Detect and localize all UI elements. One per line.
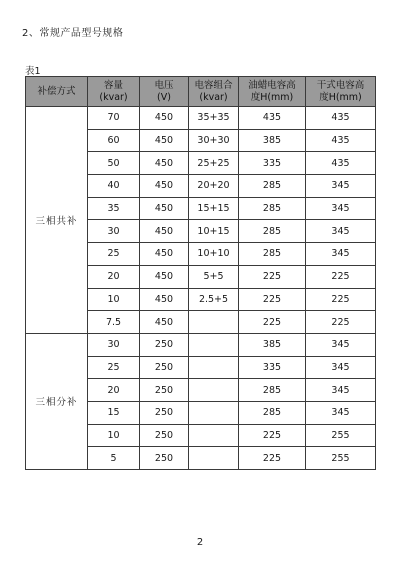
header-dry-height: 干式电容高 度H(mm) xyxy=(306,77,376,107)
cell-capacity: 10 xyxy=(88,424,140,447)
cell-capacity: 10 xyxy=(88,288,140,311)
cell-capacity: 70 xyxy=(88,107,140,130)
cell-combination: 25+25 xyxy=(189,152,239,175)
cell-oil-wax-height: 385 xyxy=(239,129,306,152)
header-compensation-type: 补偿方式 xyxy=(26,77,88,107)
cell-combination: 35+35 xyxy=(189,107,239,130)
cell-dry-height: 345 xyxy=(306,401,376,424)
cell-oil-wax-height: 285 xyxy=(239,220,306,243)
cell-dry-height: 345 xyxy=(306,197,376,220)
cell-voltage: 250 xyxy=(140,401,189,424)
cell-dry-height: 345 xyxy=(306,333,376,356)
cell-combination: 2.5+5 xyxy=(189,288,239,311)
cell-voltage: 450 xyxy=(140,288,189,311)
cell-oil-wax-height: 435 xyxy=(239,107,306,130)
cell-dry-height: 435 xyxy=(306,107,376,130)
cell-voltage: 250 xyxy=(140,424,189,447)
cell-combination xyxy=(189,424,239,447)
cell-voltage: 450 xyxy=(140,152,189,175)
cell-oil-wax-height: 335 xyxy=(239,356,306,379)
cell-combination xyxy=(189,356,239,379)
cell-capacity: 25 xyxy=(88,243,140,266)
cell-combination: 30+30 xyxy=(189,129,239,152)
cell-capacity: 20 xyxy=(88,265,140,288)
cell-voltage: 250 xyxy=(140,447,189,470)
cell-oil-wax-height: 225 xyxy=(239,311,306,334)
cell-voltage: 250 xyxy=(140,379,189,402)
cell-dry-height: 345 xyxy=(306,379,376,402)
cell-voltage: 450 xyxy=(140,311,189,334)
cell-dry-height: 435 xyxy=(306,129,376,152)
cell-combination xyxy=(189,311,239,334)
table-row xyxy=(26,333,376,356)
cell-capacity: 30 xyxy=(88,333,140,356)
cell-dry-height: 345 xyxy=(306,243,376,266)
cell-dry-height: 345 xyxy=(306,220,376,243)
cell-voltage: 450 xyxy=(140,197,189,220)
cell-oil-wax-height: 285 xyxy=(239,401,306,424)
cell-voltage: 450 xyxy=(140,220,189,243)
cell-capacity: 15 xyxy=(88,401,140,424)
cell-dry-height: 255 xyxy=(306,447,376,470)
cell-capacity: 5 xyxy=(88,447,140,470)
header-voltage: 电压 (V) xyxy=(140,77,189,107)
cell-combination: 10+10 xyxy=(189,243,239,266)
cell-dry-height: 345 xyxy=(306,356,376,379)
cell-combination xyxy=(189,333,239,356)
cell-voltage: 450 xyxy=(140,107,189,130)
cell-combination xyxy=(189,401,239,424)
cell-capacity: 30 xyxy=(88,220,140,243)
cell-voltage: 250 xyxy=(140,356,189,379)
cell-capacity: 50 xyxy=(88,152,140,175)
cell-combination: 10+15 xyxy=(189,220,239,243)
cell-capacity: 60 xyxy=(88,129,140,152)
spec-table xyxy=(25,76,376,470)
cell-voltage: 450 xyxy=(140,129,189,152)
group-label: 三相分补 xyxy=(26,333,88,469)
cell-oil-wax-height: 225 xyxy=(239,424,306,447)
cell-dry-height: 225 xyxy=(306,311,376,334)
header-oil-wax-height: 油蜡电容高 度H(mm) xyxy=(239,77,306,107)
table-row xyxy=(26,107,376,130)
cell-dry-height: 255 xyxy=(306,424,376,447)
cell-voltage: 450 xyxy=(140,243,189,266)
cell-capacity: 25 xyxy=(88,356,140,379)
header-capacity: 容量 (kvar) xyxy=(88,77,140,107)
cell-combination: 15+15 xyxy=(189,197,239,220)
table-body xyxy=(26,107,376,470)
cell-combination: 20+20 xyxy=(189,175,239,198)
cell-oil-wax-height: 285 xyxy=(239,379,306,402)
cell-voltage: 250 xyxy=(140,333,189,356)
cell-oil-wax-height: 335 xyxy=(239,152,306,175)
table-caption: 表1 xyxy=(25,66,41,77)
cell-voltage: 450 xyxy=(140,175,189,198)
cell-oil-wax-height: 285 xyxy=(239,243,306,266)
cell-oil-wax-height: 385 xyxy=(239,333,306,356)
cell-oil-wax-height: 285 xyxy=(239,175,306,198)
cell-oil-wax-height: 225 xyxy=(239,265,306,288)
cell-voltage: 450 xyxy=(140,265,189,288)
cell-dry-height: 225 xyxy=(306,265,376,288)
section-heading: 2、常规产品型号规格 xyxy=(22,28,124,39)
table-header-row xyxy=(26,77,376,107)
cell-oil-wax-height: 225 xyxy=(239,447,306,470)
cell-dry-height: 435 xyxy=(306,152,376,175)
cell-combination xyxy=(189,447,239,470)
cell-combination xyxy=(189,379,239,402)
cell-capacity: 20 xyxy=(88,379,140,402)
page-number: 2 xyxy=(196,537,204,548)
cell-capacity: 35 xyxy=(88,197,140,220)
cell-capacity: 40 xyxy=(88,175,140,198)
cell-dry-height: 225 xyxy=(306,288,376,311)
cell-dry-height: 345 xyxy=(306,175,376,198)
cell-oil-wax-height: 285 xyxy=(239,197,306,220)
cell-capacity: 7.5 xyxy=(88,311,140,334)
header-capacitor-combination: 电容组合 (kvar) xyxy=(189,77,239,107)
cell-combination: 5+5 xyxy=(189,265,239,288)
group-label: 三相共补 xyxy=(26,107,88,334)
cell-oil-wax-height: 225 xyxy=(239,288,306,311)
